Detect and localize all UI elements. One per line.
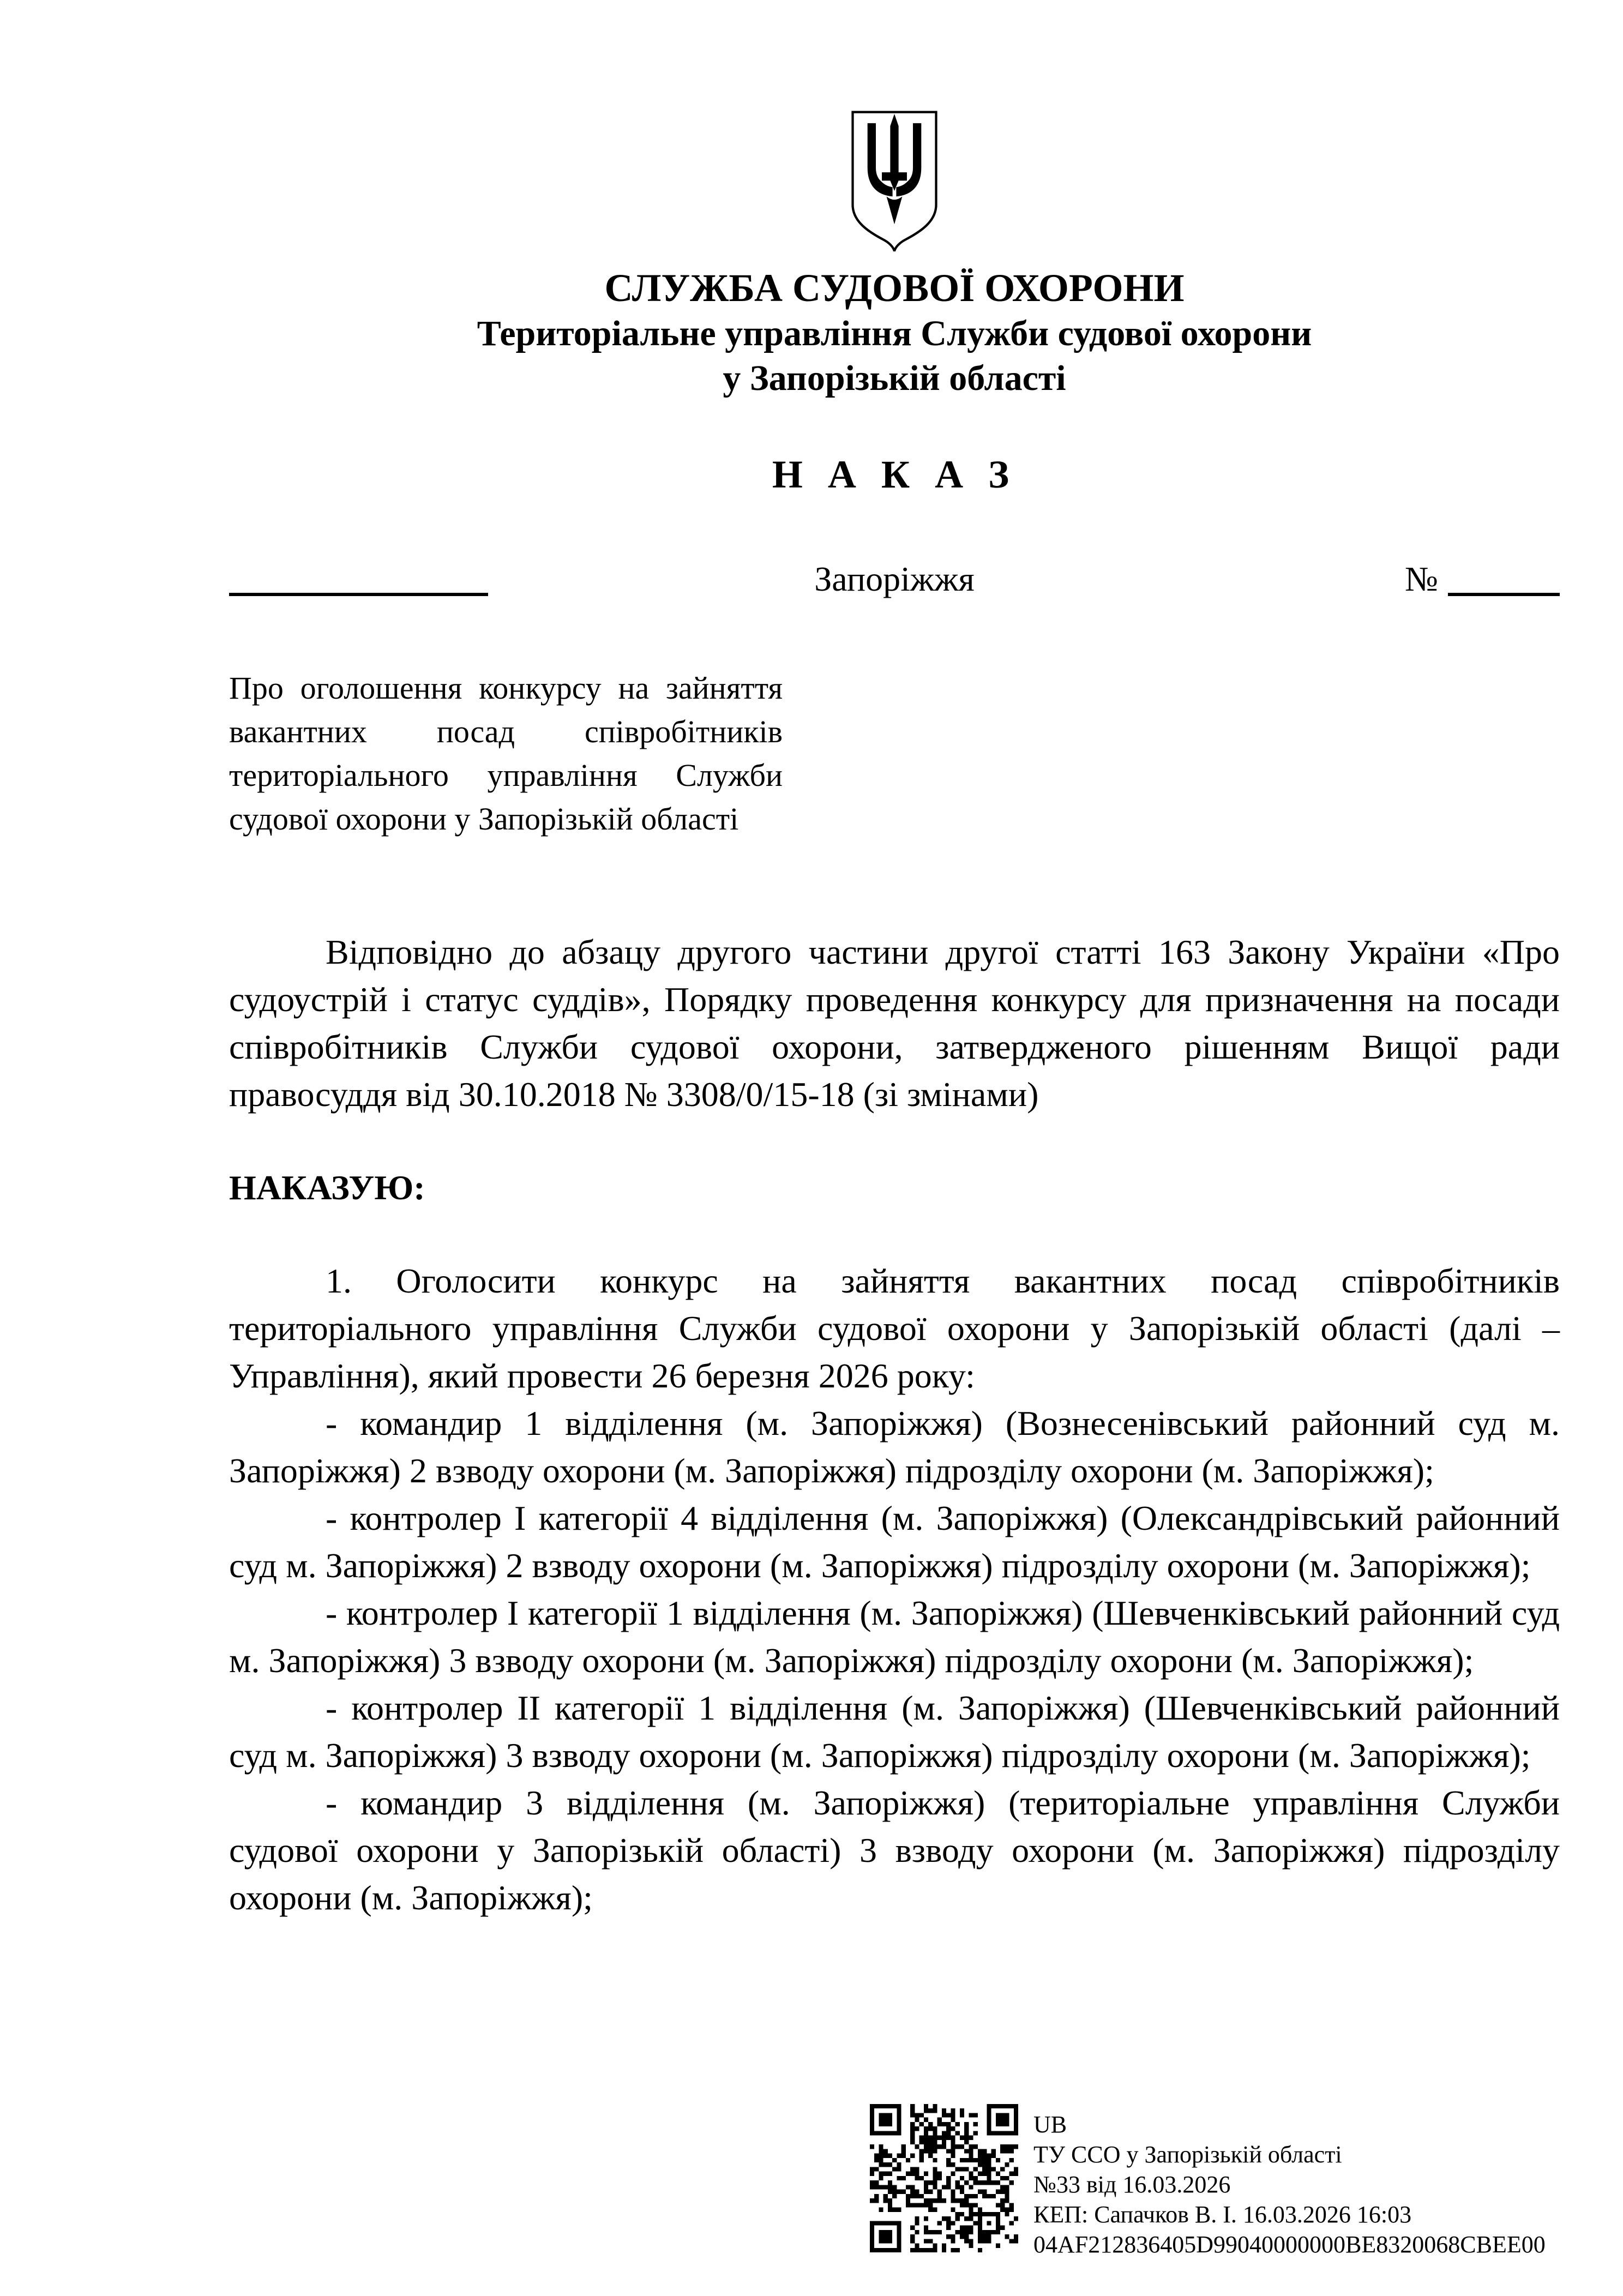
stamp-key: 04AF212836405D99040000000BE8320068CBEE00 — [1033, 2231, 1546, 2258]
order-item-controller-cat2-div1: - контролер ІІ категорії 1 відділення (м. Запоріжжя) (Шевченківський районний суд м. Запоріжжя) 3 взводу охорони (м. Запоріжжя) підрозділу охорони (м. Запоріжжя); — [229, 1688, 1560, 1775]
order-item-controller-cat1-div4: - контролер І категорії 4 відділення (м. Запоріжжя) (Олександрівський районний суд м. Запоріжжя) 2 взводу охорони (м. Запоріжжя) підрозділу охорони (м. Запоріжжя); — [229, 1499, 1560, 1585]
date-city-number-row — [229, 552, 1560, 601]
stamp-number: №33 від 16.03.2026 — [1033, 2171, 1231, 2198]
org-name: СЛУЖБА СУДОВОЇ ОХОРОНИ — [604, 266, 1185, 310]
document-header — [229, 0, 1560, 498]
org-unit-line1: Територіальне управління Служби судової охорони — [477, 314, 1312, 353]
doc-type-title: Н А К А З — [772, 453, 1017, 496]
order-item-commander-3: - командир 3 відділення (м. Запоріжжя) (територіальне управління Служби судової охорони у Запорізькій області) 3 взводу охорони (м. Запоріжжя) підрозділу охорони (м. Запоріжжя); — [229, 1783, 1560, 1917]
preamble-paragraph: Відповідно до абзацу другого частини другої статті 163 Закону України «Про судоустрій і статус суддів», Порядку проведення конкурсу для призначення на посади співробітників Служби судової охорони, затвердженого рішенням Вищої ради правосуддя від 30.10.2018 № 3308/0/15-18 (зі змінами) — [229, 933, 1560, 1114]
doc-number-sign: № — [1404, 560, 1438, 598]
order-item-controller-cat1-div1: - контролер І категорії 1 відділення (м. Запоріжжя) (Шевченківський районний суд м. Запоріжжя) 3 взводу охорони (м. Запоріжжя) підрозділу охорони (м. Запоріжжя); — [229, 1594, 1560, 1680]
qr-code-icon — [870, 2104, 1018, 2252]
order-keyword: НАКАЗУЮ: — [229, 1168, 425, 1207]
stamp-text — [1033, 2104, 1546, 2259]
order-item-commander-1: - командир 1 відділення (м. Запоріжжя) (Вознесенівський районний суд м. Запоріжжя) 2 взводу охорони (м. Запоріжжя) підрозділу охорони (м. Запоріжжя); — [229, 1404, 1560, 1490]
ukraine-coat-of-arms-icon — [848, 109, 941, 254]
doc-number-cell — [1405, 552, 1560, 601]
signature-stamp — [870, 2104, 1546, 2259]
org-unit-line2: у Запорізькій області — [723, 358, 1066, 398]
stamp-label: UB — [1033, 2111, 1067, 2138]
city-name: Запоріжжя — [814, 560, 975, 598]
stamp-org: ТУ ССО у Запорізькій області — [1033, 2141, 1342, 2168]
subject-block: Про оголошення конкурсу на зайняття вакантних посад співробітників територіального управління Служби судової охорони у Запорізькій області — [229, 670, 783, 837]
document-content — [229, 0, 1560, 1921]
date-blank-line — [229, 558, 488, 596]
order-item-1: 1. Оголосити конкурс на зайняття вакантних посад співробітників територіального управління Служби судової охорони у Запорізькій області (далі – Управління), який провести 26 березня 2026 року: — [229, 1261, 1560, 1395]
doc-number-blank-line — [1448, 558, 1560, 596]
stamp-signature: КЕП: Сапачков В. І. 16.03.2026 16:03 — [1033, 2201, 1412, 2228]
